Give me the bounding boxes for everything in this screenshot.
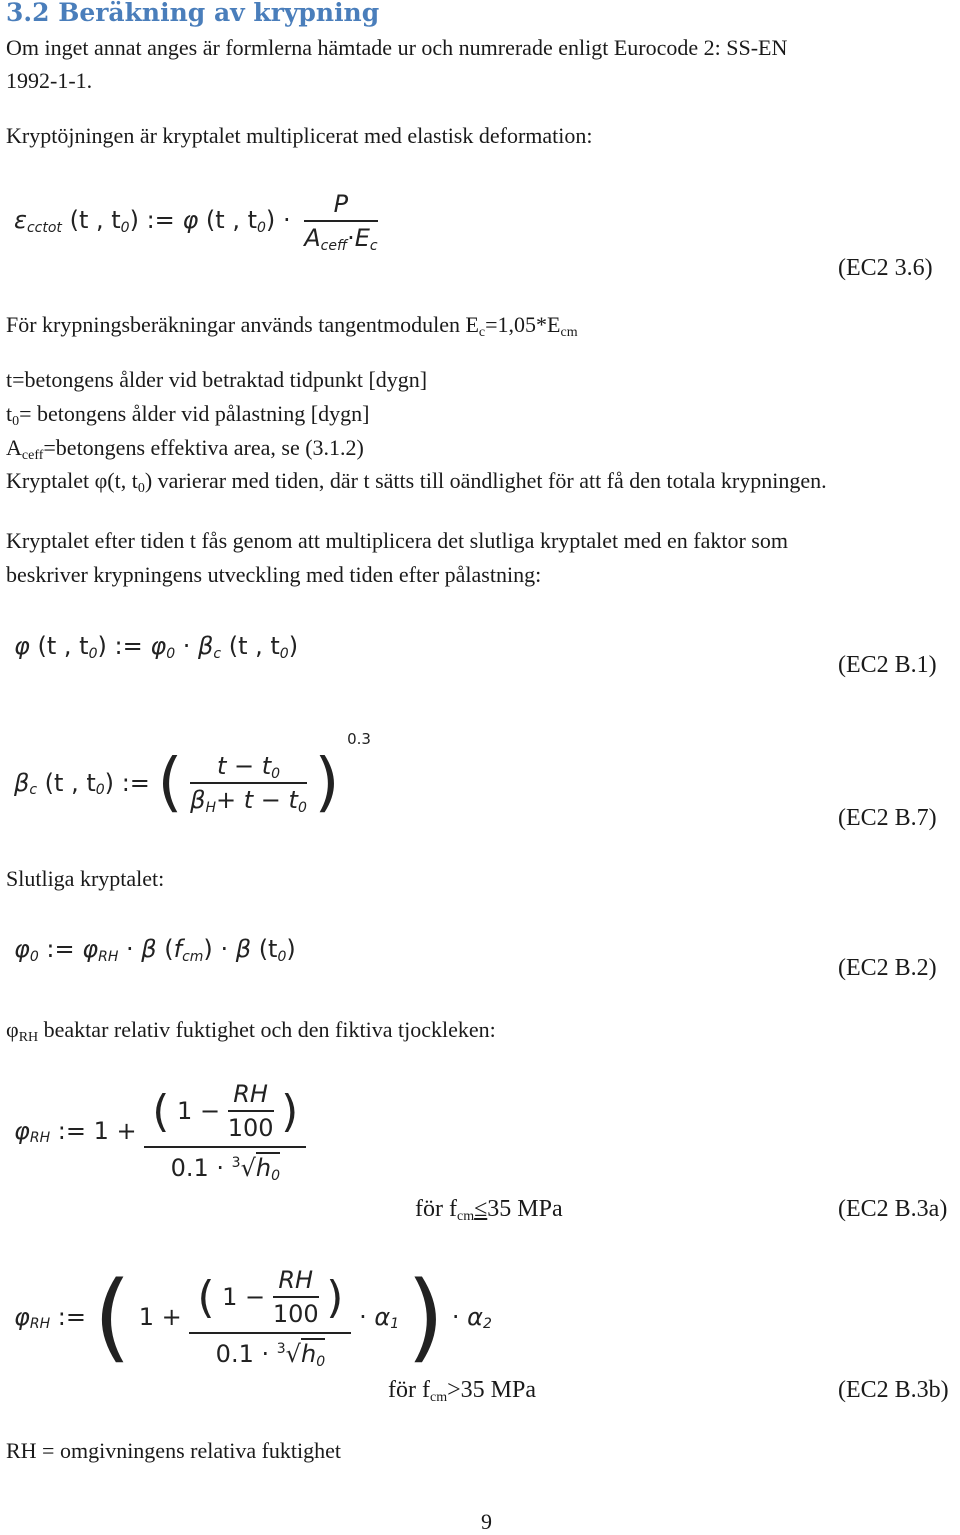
equation-ref-ec2-b2: (EC2 B.2)	[838, 955, 937, 981]
equation-ref-ec2-b7: (EC2 B.7)	[838, 805, 937, 831]
equation-phi-rh-low: $\varphi_{RH}$ := 1 + ( 1 − $\frac{RH}{100}$ ) $0.1 \cdot ^3√h_0$	[14, 1080, 306, 1182]
equation-ref-ec2-b3a: (EC2 B.3a)	[838, 1196, 948, 1222]
equation-ref-ec2-b3b: (EC2 B.3b)	[838, 1377, 949, 1403]
equation-ref-ec2-b1: (EC2 B.1)	[838, 652, 937, 678]
equation-beta-c: $\beta_c$ (t , $t_0$) := ( $\frac{t - t_0}{\beta_H+ t - t_0}$ ) $^{0.3}$	[14, 730, 371, 820]
equation-phi-t: φ (t , $t_0$) := $\varphi_0 \cdot \beta_c$ (t , $t_0$)	[14, 632, 299, 662]
intro-line-1: Om inget annat anges är formlerna hämtade ur och numrerade enligt Eurocode 2: SS-EN	[6, 35, 788, 60]
page-number: 9	[481, 1509, 492, 1534]
equation-phi-0: $\varphi_0$ := $\varphi_{RH} \cdot \beta$ $(f_{cm}) \cdot \beta$ $(t_0)$	[14, 935, 296, 965]
rh-definition: RH = omgivningens relativa fuktighet	[6, 1438, 342, 1463]
creep-coefficient-text: Kryptalet φ(t, $t_0$) varierar med tiden, där t sätts till oändlighet för att få den totala krypningen.	[6, 468, 827, 496]
creep-strain-text: Kryptöjningen är kryptalet multiplicerat med elastisk deformation:	[6, 123, 593, 148]
phi-rh-text: $\varphi_{RH}$ beaktar relativ fuktighet och den fiktiva tjockleken:	[6, 1017, 496, 1045]
definition-t0: $t_0=$ betongens ålder vid pålastning [dygn]	[6, 401, 370, 429]
equation-ref-ec2-3-6: (EC2 3.6)	[838, 255, 933, 281]
condition-fcm-high: för $f_{cm}>35$ MPa	[388, 1377, 536, 1405]
after-t-line-2: beskriver krypningens utveckling med tiden efter pålastning:	[6, 562, 542, 587]
intro-line-2: 1992-1-1.	[6, 68, 93, 93]
definition-t: t=betongens ålder vid betraktad tidpunkt [dygn]	[6, 367, 428, 392]
final-creep-label: Slutliga kryptalet:	[6, 866, 165, 891]
after-t-line-1: Kryptalet efter tiden t fås genom att multiplicera det slutliga kryptalet med en faktor som	[6, 528, 788, 553]
section-heading: 3.2 Beräkning av krypning	[6, 0, 380, 27]
equation-creep-strain: $\varepsilon_{cctot}$ (t , $t_0$) := φ (t , $t_0$) · $\frac{P}{A_{ceff}\cdot E_c}$	[14, 190, 378, 254]
definition-aceff: $A_{ceff}=betongens$ effektiva area, se (3.1.2)	[6, 435, 364, 463]
condition-fcm-low: för $f_{cm}\le 35$ MPa	[415, 1196, 563, 1224]
tangent-modulus-text: För krypningsberäkningar används tangentmodulen $E_c=1,05*E_{cm}$	[6, 312, 578, 340]
equation-phi-rh-high: $\varphi_{RH}$ := ( 1 + ( 1 − $\frac{RH}{100}$ ) $0.1 \cdot ^3√h_0$ · $\alpha_1$ ) · $\alpha_2$	[14, 1261, 492, 1373]
